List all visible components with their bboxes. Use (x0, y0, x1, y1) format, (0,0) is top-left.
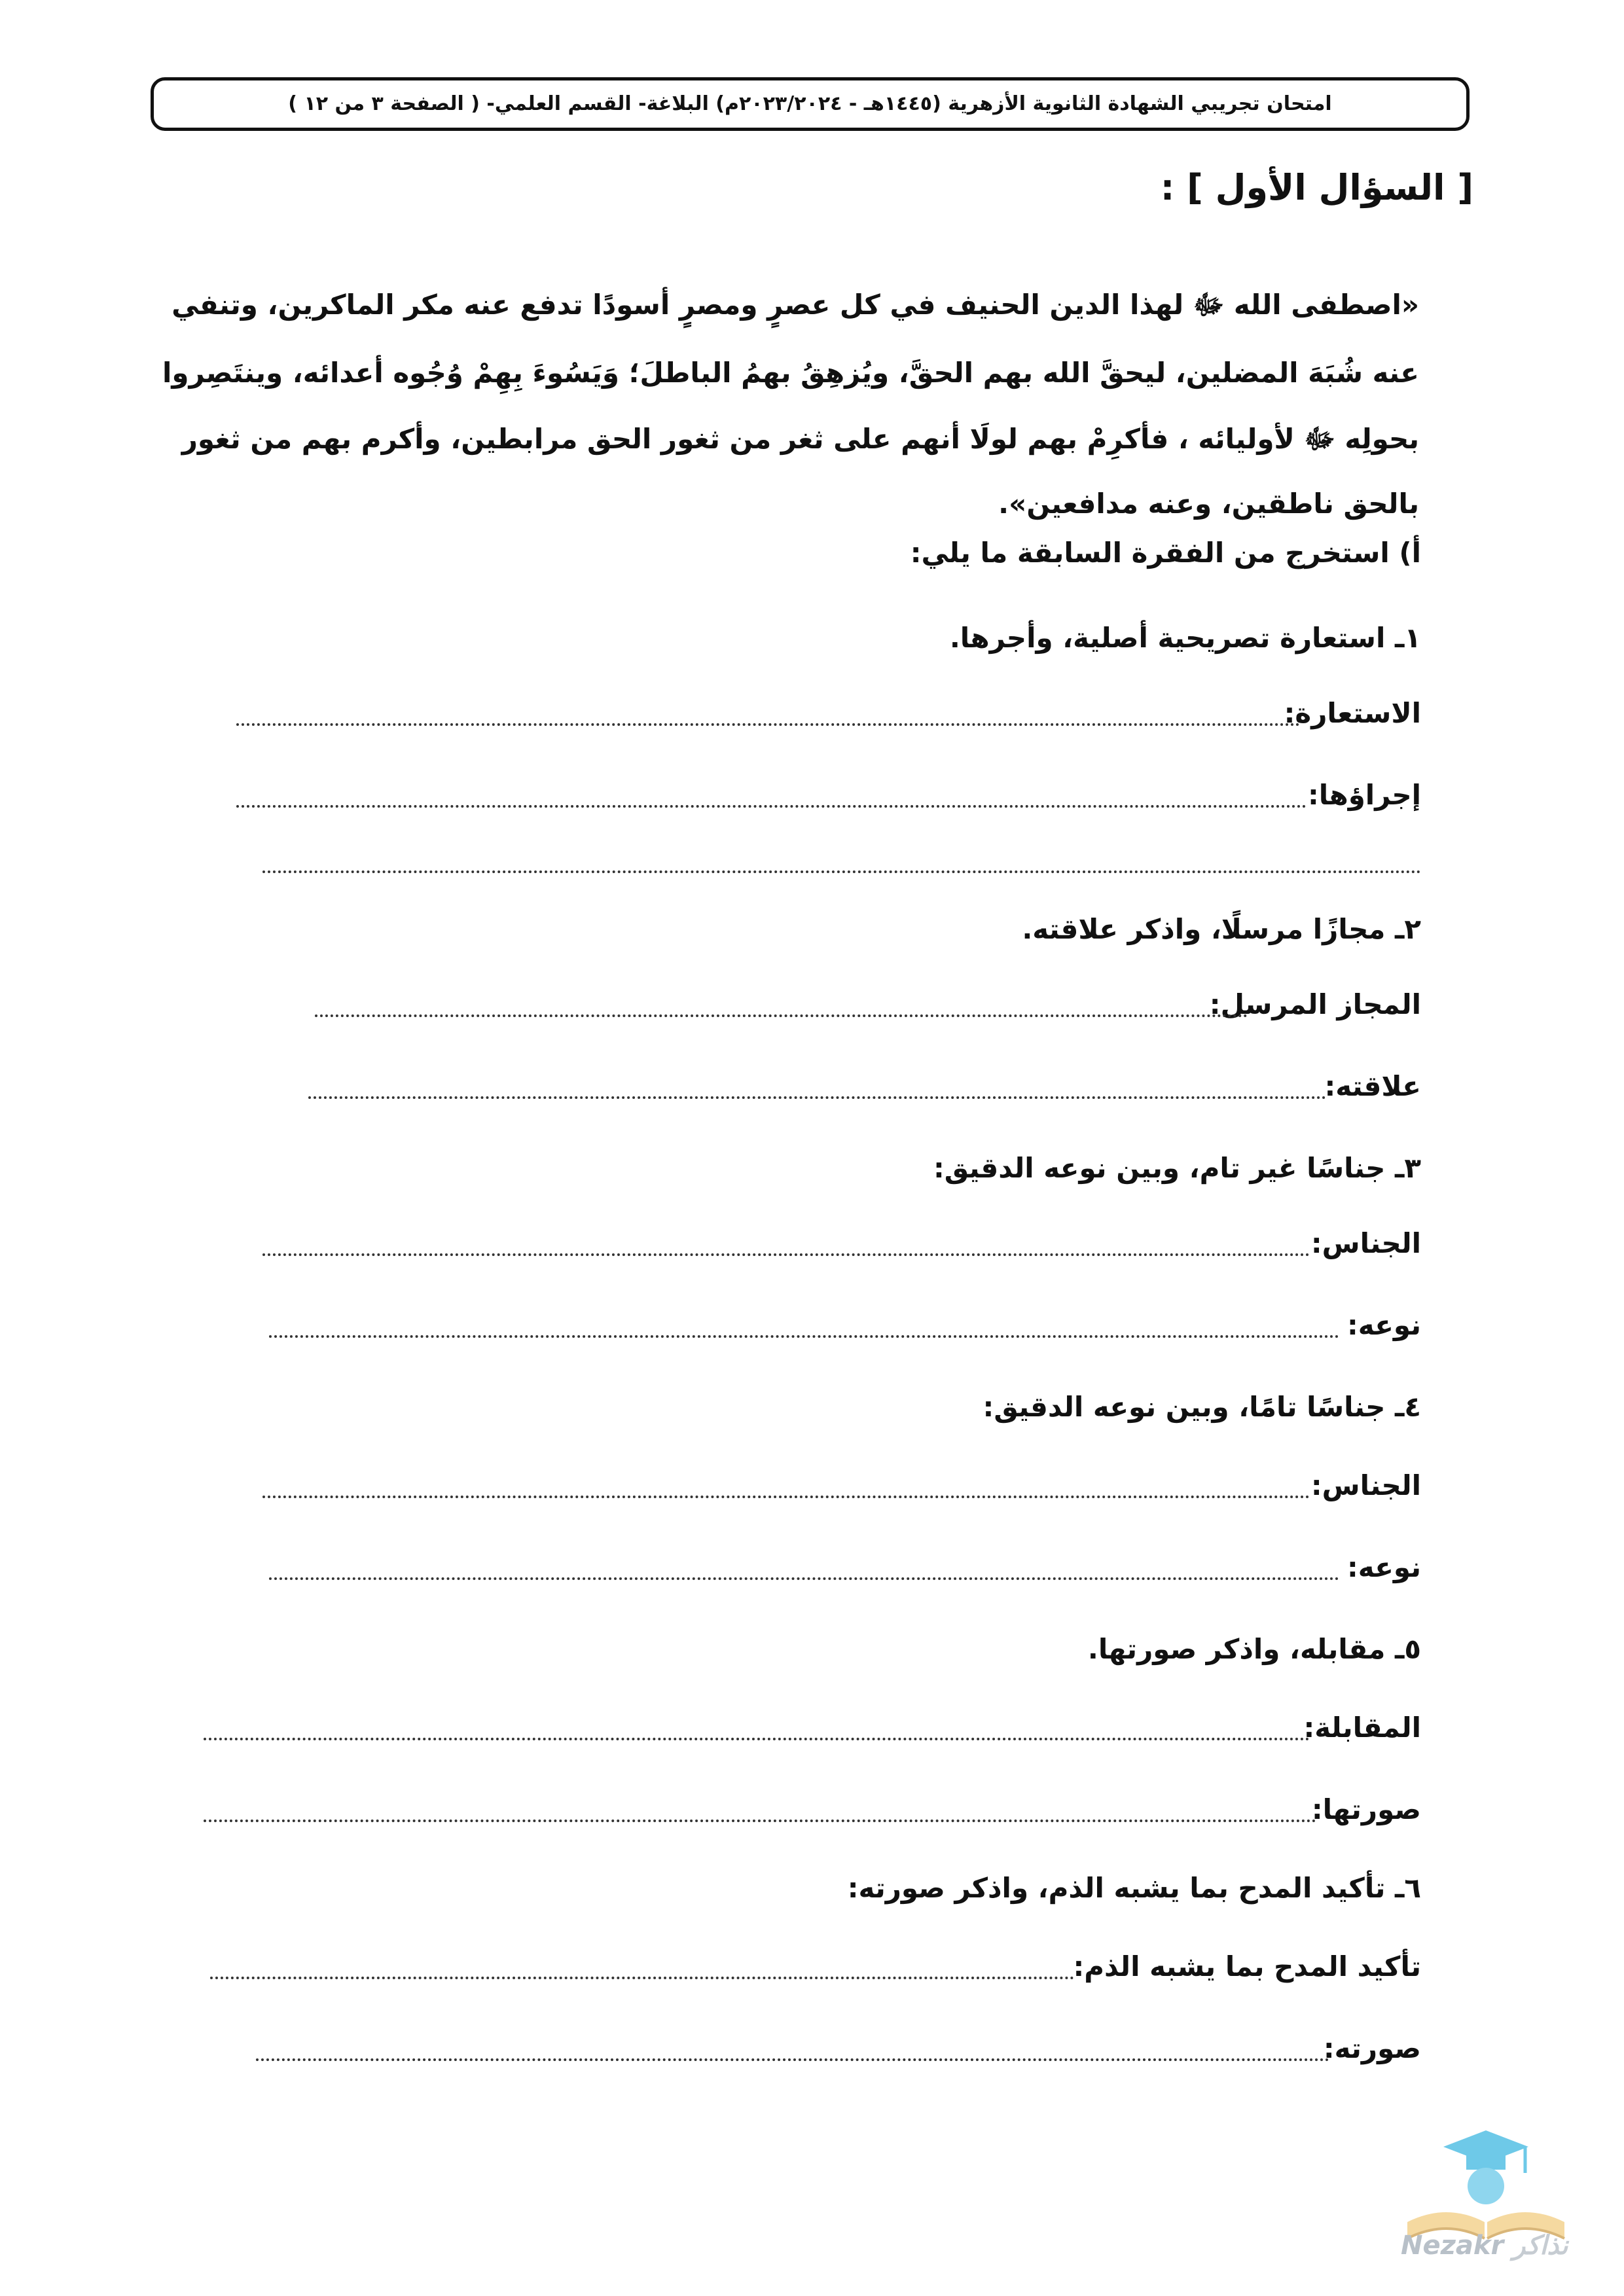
item-title: ١ـ استعارة تصريحية أصلية، وأجرها. (949, 622, 1421, 654)
field-label: تأكيد المدح بما يشبه الذم: (1073, 1950, 1421, 1982)
answer-field[interactable] (249, 2032, 1421, 2072)
passage-line: عنه شُبَهَ المضلين، ليحقَّ الله بهم الحقَّ، ويُزهِقُ بهمُ الباطلَ؛ وَيَسُوءَ بِهِمْ وُجُوه أعدائه، وينتَصِروا (162, 357, 1419, 389)
item-title: ٤ـ جناسًا تامًا، وبين نوعه الدقيق: (983, 1391, 1421, 1423)
instruction: أ) استخرج من الفقرة السابقة ما يلي: (910, 537, 1421, 569)
answer-field[interactable] (256, 1227, 1421, 1266)
dotted-line (315, 1014, 1248, 1017)
field-label: صورتها: (1311, 1793, 1421, 1825)
passage-line: «اصطفى الله ﷻ لهذا الدين الحنيف في كل عصرٍ ومصرٍ أسودًا تدفع عنه مكر الماكرين، وتنفي (171, 289, 1419, 321)
field-label: نوعه: (1346, 1551, 1421, 1583)
answer-field[interactable] (204, 1950, 1421, 1990)
dotted-line (262, 1496, 1310, 1498)
answer-field[interactable] (256, 1469, 1421, 1509)
field-label: الاستعارة: (1284, 697, 1421, 729)
field-label: الجناس: (1310, 1469, 1421, 1501)
dotted-line (262, 1253, 1310, 1256)
answer-field[interactable] (197, 1793, 1421, 1833)
item-title: ٣ـ جناسًا غير تام، وبين نوعه الدقيق: (933, 1152, 1421, 1184)
dotted-line (236, 805, 1307, 808)
item-title: ٥ـ مقابله، واذكر صورتها. (1087, 1633, 1421, 1665)
field-label: صورته: (1323, 2032, 1421, 2064)
answer-field[interactable] (262, 1551, 1421, 1590)
dotted-line (308, 1096, 1326, 1099)
question-title: [ السؤال الأول ] : (1160, 167, 1473, 208)
dotted-line (262, 870, 1421, 873)
header-box (151, 77, 1470, 131)
field-label: نوعه: (1346, 1309, 1421, 1341)
item-title: ٢ـ مجازًا مرسلًا، واذكر علاقته. (1022, 913, 1421, 945)
field-label: المقابلة: (1303, 1712, 1421, 1744)
field-label: المجاز المرسل: (1209, 988, 1421, 1020)
answer-field[interactable] (308, 1070, 1421, 1109)
answer-field[interactable] (308, 988, 1421, 1028)
dotted-line (204, 1820, 1316, 1822)
answer-field[interactable] (256, 844, 1421, 884)
answer-field[interactable] (230, 697, 1421, 736)
watermark-brand-latin: Nezakr (1401, 2231, 1504, 2261)
dotted-line (269, 1577, 1339, 1580)
answer-field[interactable] (262, 1309, 1421, 1348)
answer-field[interactable] (230, 779, 1421, 818)
answer-field[interactable] (197, 1712, 1421, 1751)
watermark-brand-arabic: نذاكر (1513, 2231, 1568, 2261)
item-title: ٦ـ تأكيد المدح بما يشبه الذم، واذكر صورته: (847, 1872, 1421, 1904)
passage-line: بحولِه ﷻ لأوليائه ، فأكرِمْ بهم لولَا أنهم على ثغر من ثغور الحق مرابطين، وأكرم بهم من ثغور (181, 423, 1419, 455)
dotted-line (204, 1738, 1310, 1740)
passage-line: بالحق ناطقين، وعنه مدافعين». (998, 488, 1419, 520)
field-label: إجراؤها: (1308, 779, 1421, 811)
dotted-line (256, 2058, 1329, 2061)
watermark-brand (1401, 2231, 1568, 2261)
header-title: امتحان تجريبي الشهادة الثانوية الأزهرية (١٤٤٥هـ - ٢٠٢٣/٢٠٢٤م) البلاغة- القسم العلمي- ( الصفحة ٣ من ١٢ ) (288, 92, 1332, 115)
dotted-line (210, 1977, 1074, 1979)
dotted-line (236, 723, 1300, 726)
field-label: علاقته: (1324, 1070, 1421, 1102)
dotted-line (269, 1335, 1339, 1338)
field-label: الجناس: (1310, 1227, 1421, 1259)
